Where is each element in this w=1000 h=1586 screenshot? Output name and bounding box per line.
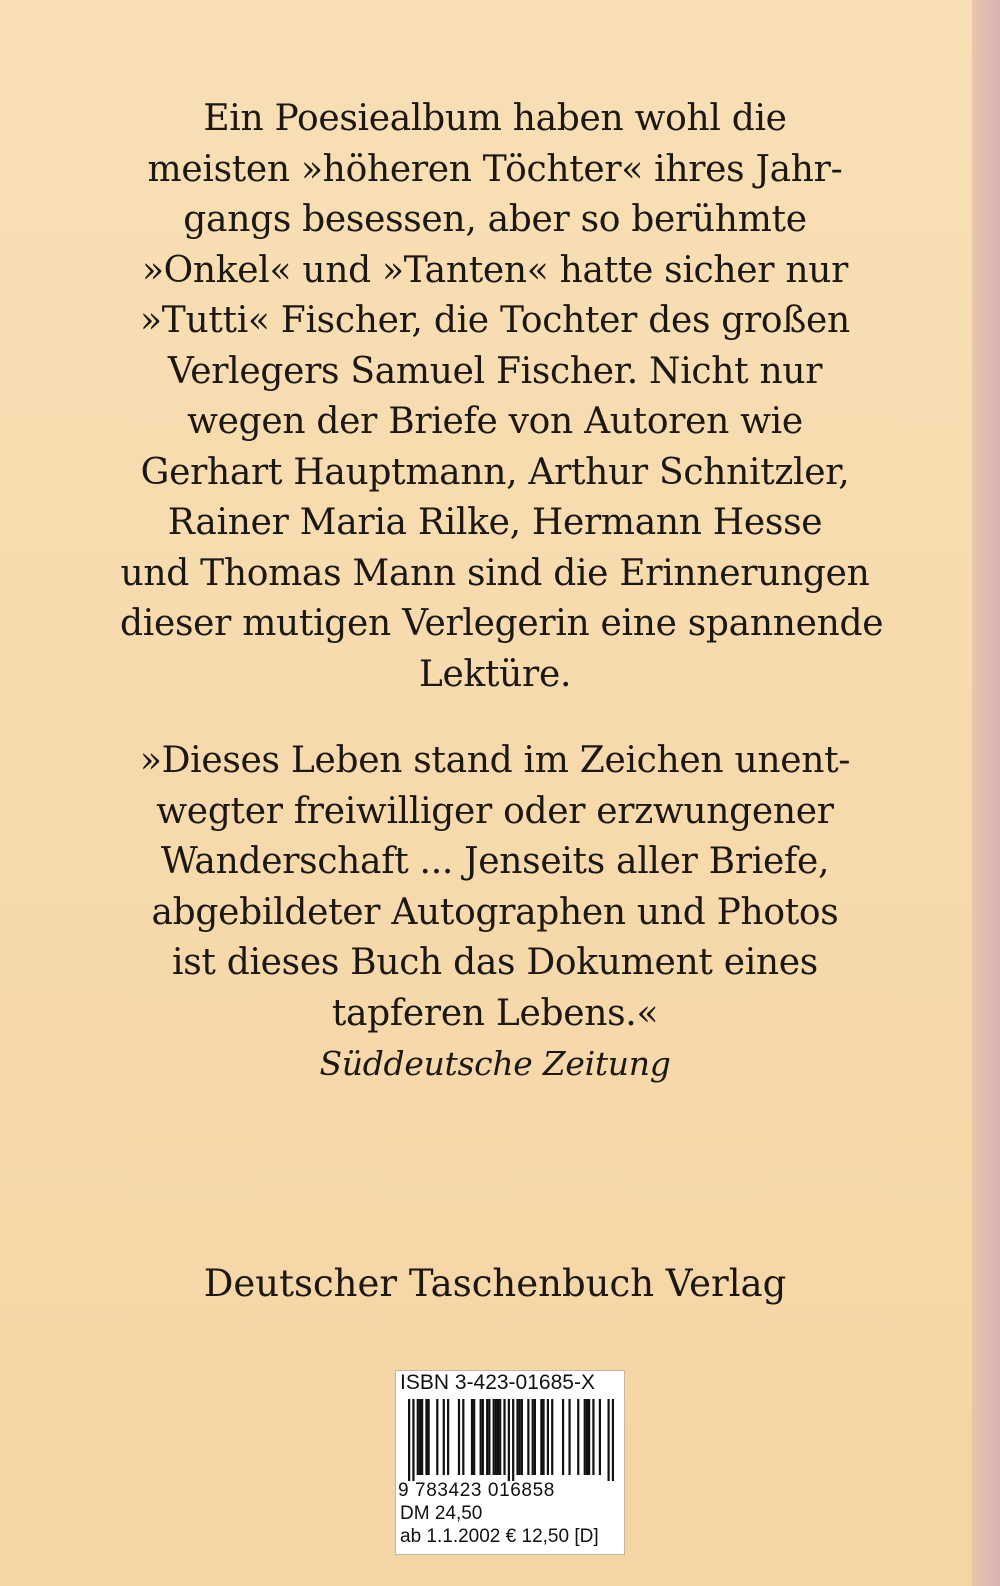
barcode-bar [421, 1399, 423, 1475]
barcode-bar [521, 1399, 523, 1475]
barcode-bar [512, 1399, 514, 1481]
blurb-line: gangs besessen, aber so berühmte [183, 199, 807, 240]
barcode-bar [503, 1399, 505, 1475]
barcode-bar [534, 1399, 536, 1475]
cover-edge [972, 0, 1000, 1586]
barcode-bar [592, 1399, 594, 1475]
barcode-bar [607, 1399, 609, 1481]
barcode-bar [562, 1399, 564, 1475]
barcode-bar [586, 1399, 588, 1475]
blurb-line: Lektüre. [418, 653, 572, 695]
barcode-bar [568, 1399, 570, 1475]
barcode-bar [497, 1399, 499, 1475]
barcode-bar [495, 1399, 497, 1475]
barcode-bar [588, 1399, 590, 1475]
blurb-line: und Thomas Mann sind die Erinnerungen [120, 552, 870, 594]
blurb-line: Gerhart Hauptmann, Arthur Schnitzler, [140, 451, 850, 493]
barcode-bar [499, 1399, 501, 1475]
barcode-bar [412, 1399, 414, 1481]
barcode-bar [482, 1399, 484, 1475]
barcode [408, 1399, 614, 1481]
barcode-digits: 9 783423 016858 [398, 1480, 555, 1501]
quote-line: Wanderschaft ... Jenseits aller Briefe, [160, 841, 830, 882]
quote-line: wegter freiwilliger oder erzwungener [156, 790, 834, 832]
quote-source: Süddeutsche Zeitung [319, 1044, 671, 1083]
barcode-bar [447, 1399, 449, 1475]
quote-line: tapferen Lebens.« [331, 992, 659, 1034]
barcode-bar [443, 1399, 445, 1475]
barcode-bar [508, 1399, 510, 1481]
barcode-bar [471, 1399, 473, 1475]
barcode-bar [488, 1399, 490, 1475]
barcode-bar [577, 1399, 579, 1475]
blurb-line: dieser mutigen Verlegerin eine spannende [120, 603, 884, 644]
price-euro: ab 1.1.2002 € 12,50 [D] [400, 1526, 599, 1547]
barcode-bar [547, 1399, 549, 1475]
barcode-bar [458, 1399, 460, 1475]
press-quote [120, 736, 870, 1090]
blurb-text [120, 94, 884, 700]
barcode-bar [486, 1399, 488, 1475]
barcode-bar [542, 1399, 544, 1475]
barcode-bar [473, 1399, 475, 1475]
barcode-bar [599, 1399, 601, 1475]
publisher-name: Deutscher Taschenbuch Verlag [203, 1262, 787, 1305]
blurb-line: Ein Poesiealbum haben wohl die [203, 98, 787, 139]
barcode-bar [551, 1399, 553, 1475]
barcode-bar [480, 1399, 482, 1475]
barcode-bar [519, 1399, 521, 1475]
isbn-barcode-box [395, 1370, 625, 1555]
barcode-bar [527, 1399, 529, 1475]
barcode-bar [425, 1399, 427, 1475]
barcode-bar [584, 1399, 586, 1475]
quote-line: abgebildeter Autographen und Photos [151, 891, 839, 933]
barcode-bar [532, 1399, 534, 1475]
blurb-line: »Onkel« und »Tanten« hatte sicher nur [141, 249, 849, 291]
blurb-line: »Tutti« Fischer, die Tochter des großen [140, 300, 850, 341]
barcode-bar [540, 1399, 542, 1475]
price-dm: DM 24,50 [400, 1503, 483, 1524]
barcode-bar [408, 1399, 410, 1481]
barcode-bar [516, 1399, 518, 1475]
blurb-line: Verlegers Samuel Fischer. Nicht nur [167, 350, 823, 392]
blurb-line: Rainer Maria Rilke, Hermann Hesse [167, 502, 823, 543]
barcode-bar [428, 1399, 430, 1475]
isbn-number: ISBN 3-423-01685-X [400, 1371, 595, 1394]
quote-line: ist dieses Buch das Dokument eines [172, 942, 818, 983]
quote-line: »Dieses Leben stand im Zeichen unent- [139, 740, 851, 781]
blurb-line: wegen der Briefe von Autoren wie [187, 401, 803, 442]
barcode-bar [436, 1399, 438, 1475]
barcode-bar [462, 1399, 464, 1475]
barcode-bar [419, 1399, 421, 1475]
barcode-bar [417, 1399, 419, 1475]
barcode-bar [493, 1399, 495, 1475]
blurb-line: meisten »höheren Töchter« ihres Jahr- [147, 148, 843, 190]
barcode-bar [612, 1399, 614, 1481]
